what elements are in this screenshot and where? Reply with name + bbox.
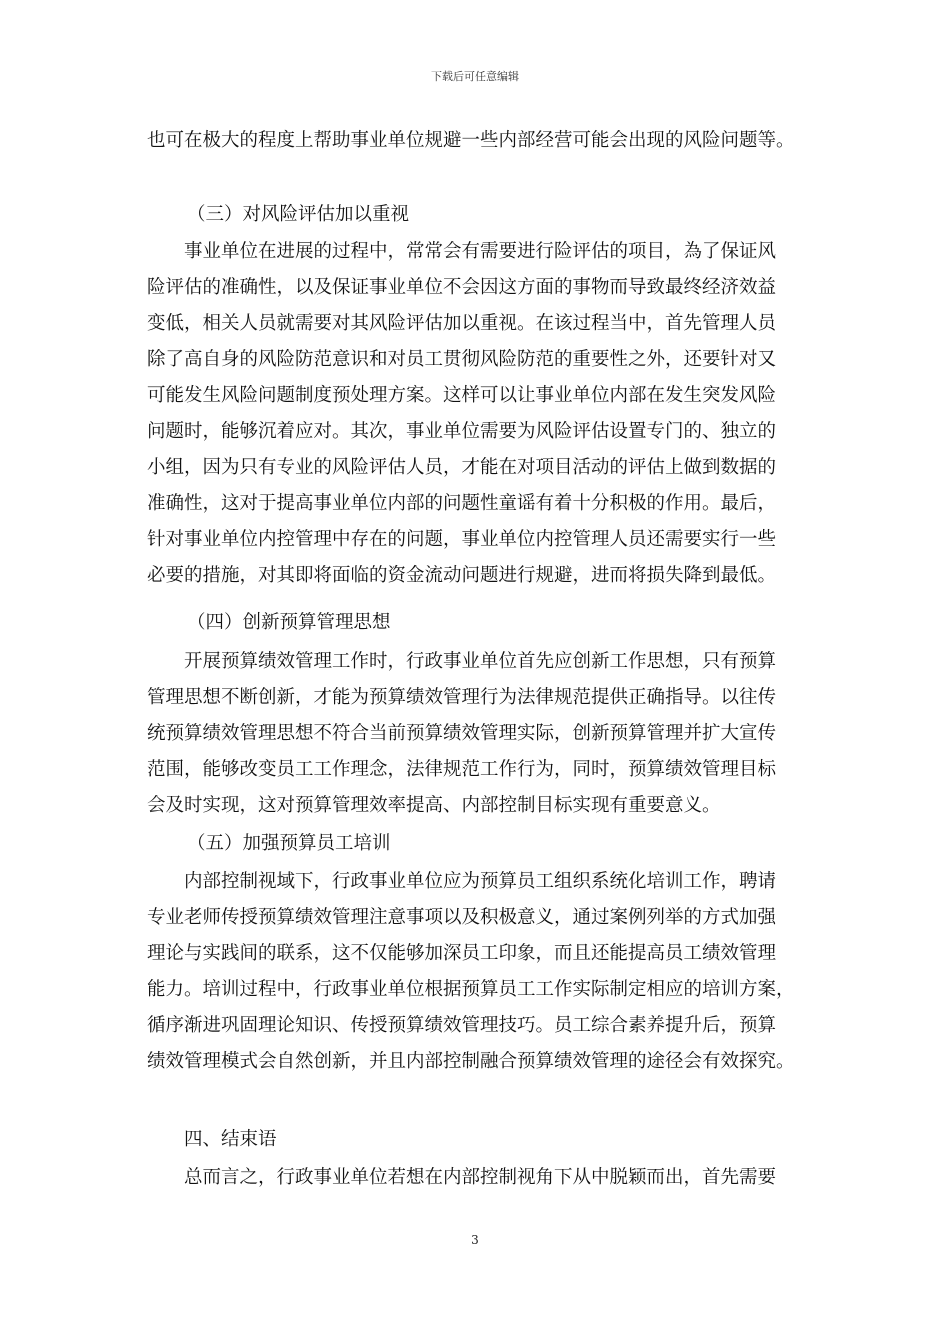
paragraph-line: 总而言之，行政事业单位若想在内部控制视角下从中脱颖而出，首先需要	[184, 1167, 777, 1188]
paragraph-line: 范围，能够改变员工工作理念，法律规范工作行为，同时，预算绩效管理目标	[147, 759, 777, 780]
paragraph-line: 内部控制视域下，行政事业单位应为预算员工组织系统化培训工作，聘请	[184, 871, 777, 892]
paragraph-line: 可能发生风险问题制度预处理方案。这样可以让事业单位内部在发生突发风险	[147, 385, 777, 406]
page-number: 3	[471, 1233, 479, 1247]
page-header: 下载后可任意编辑	[431, 70, 519, 83]
paragraph-line: 针对事业单位内控管理中存在的问题，事业单位内控管理人员还需要实行一些	[147, 529, 777, 550]
paragraph-line: 理论与实践间的联系，这不仅能够加深员工印象，而且还能提高员工绩效管理	[147, 943, 777, 964]
section-heading-4: （四）创新预算管理思想	[187, 612, 391, 633]
paragraph-line: 除了高自身的风险防范意识和对员工贯彻风险防范的重要性之外，还要针对又	[147, 349, 777, 370]
paragraph-line: 变低，相关人员就需要对其风险评估加以重视。在该过程当中，首先管理人员	[147, 313, 777, 334]
paragraph-line: 必要的措施，对其即将面临的资金流动问题进行规避，进而将损失降到最低。	[147, 565, 777, 586]
paragraph-line: 开展预算绩效管理工作时，行政事业单位首先应创新工作思想，只有预算	[184, 651, 777, 672]
paragraph-line: 循序渐进巩固理论知识、传授预算绩效管理技巧。员工综合素养提升后，预算	[147, 1015, 777, 1036]
section-heading-5: （五）加强预算员工培训	[187, 833, 391, 854]
paragraph-line: 小组，因为只有专业的风险评估人员，才能在对项目活动的评估上做到数据的	[147, 457, 777, 478]
paragraph-line: 绩效管理模式会自然创新，并且内部控制融合预算绩效管理的途径会有效探究。	[147, 1051, 795, 1072]
paragraph-line: 统预算绩效管理思想不符合当前预算绩效管理实际，创新预算管理并扩大宣传	[147, 723, 777, 744]
paragraph-line: 能力。培训过程中，行政事业单位根据预算员工工作实际制定相应的培训方案，	[147, 979, 795, 1000]
paragraph-line: 问题时，能够沉着应对。其次，事业单位需要为风险评估设置专门的、独立的	[147, 421, 777, 442]
paragraph-line: 专业老师传授预算绩效管理注意事项以及积极意义，通过案例列举的方式加强	[147, 907, 777, 928]
paragraph-line: 会及时实现，这对预算管理效率提高、内部控制目标实现有重要意义。	[147, 795, 721, 816]
paragraph-line: 管理思想不断创新，才能为预算绩效管理行为法律规范提供正确指导。以往传	[147, 687, 777, 708]
paragraph-line: 准确性，这对于提高事业单位内部的问题性童谣有着十分积极的作用。最后，	[147, 493, 777, 514]
paragraph-line: 险评估的准确性，以及保证事业单位不会因这方面的事物而导致最终经济效益	[147, 277, 777, 298]
section-heading-conclusion: 四、结束语	[184, 1129, 277, 1150]
paragraph-line: 也可在极大的程度上帮助事业单位规避一些内部经营可能会出现的风险问题等。	[147, 130, 795, 151]
section-heading-3: （三）对风险评估加以重视	[187, 204, 410, 225]
paragraph-line: 事业单位在进展的过程中，常常会有需要进行险评估的项目，為了保证风	[184, 241, 777, 262]
